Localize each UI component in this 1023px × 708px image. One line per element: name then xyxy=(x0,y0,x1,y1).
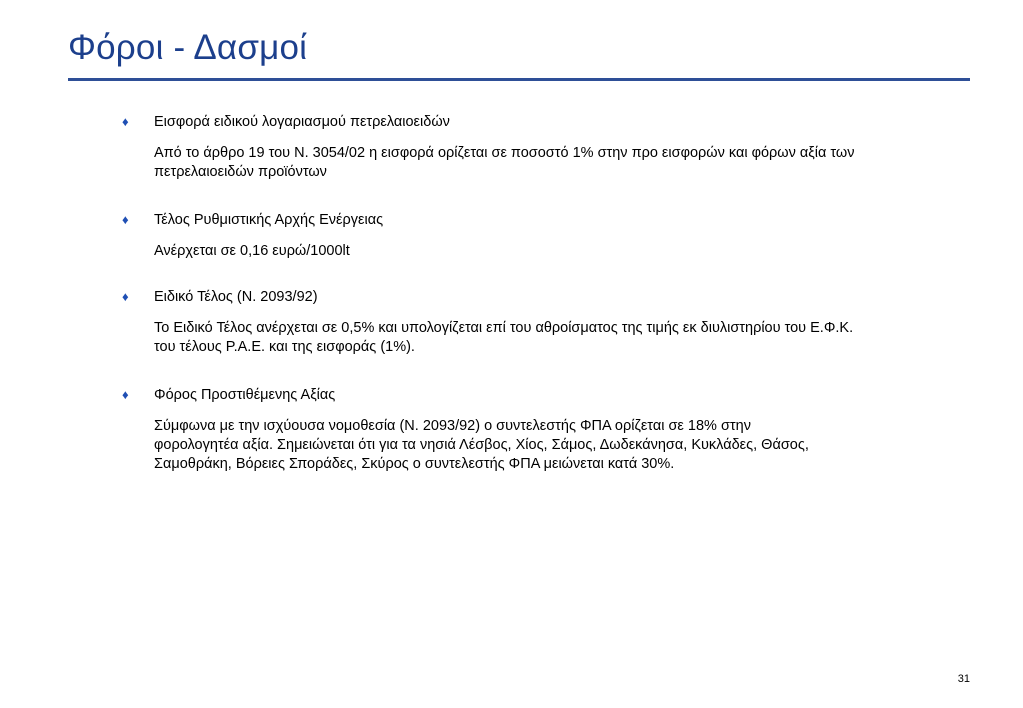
title-divider xyxy=(68,78,970,81)
item-description xyxy=(120,242,940,261)
diamond-icon: ♦ xyxy=(122,289,129,304)
item-heading: Ειδικό Τέλος (Ν. 2093/92) xyxy=(154,289,318,305)
item-description xyxy=(120,319,940,357)
description-line: φορολογητέα αξία. Σημειώνεται ότι για τα νησιά Λέσβος, Χίος, Σάμος, Δωδεκάνησα, Κυκλάδες, Θάσος, xyxy=(154,437,809,453)
description-line: Το Ειδικό Τέλος ανέρχεται σε 0,5% και υπολογίζεται επί του αθροίσματος της τιμής εκ διυλιστηρίου του Ε.Φ.Κ. xyxy=(154,320,854,336)
item-heading: Εισφορά ειδικού λογαριασμού πετρελαιοειδών xyxy=(154,114,450,130)
item-description xyxy=(120,417,940,474)
page-number: 31 xyxy=(957,673,970,685)
diamond-icon: ♦ xyxy=(122,212,129,227)
item-heading: Τέλος Ρυθμιστικής Αρχής Ενέργειας xyxy=(154,212,384,228)
diamond-icon: ♦ xyxy=(122,387,129,402)
description-line: πετρελαιοειδών προϊόντων xyxy=(154,164,327,180)
list-item xyxy=(120,287,940,357)
description-line: Σαμοθράκη, Βόρειες Σποράδες, Σκύρος ο συντελεστής ΦΠΑ μειώνεται κατά 30%. xyxy=(154,456,675,472)
list-item xyxy=(120,385,940,474)
description-line: Ανέρχεται σε 0,16 ευρώ/1000lt xyxy=(154,243,350,259)
diamond-icon: ♦ xyxy=(122,114,129,129)
bullet-list xyxy=(120,112,940,494)
page-title: Φόροι - Δασμοί xyxy=(68,28,308,67)
description-line: του τέλους Ρ.Α.Ε. και της εισφοράς (1%). xyxy=(154,339,415,355)
description-line: Σύμφωνα με την ισχύουσα νομοθεσία (Ν. 2093/92) ο συντελεστής ΦΠΑ ορίζεται σε 18% στην xyxy=(154,418,751,434)
item-description xyxy=(120,144,940,182)
list-item xyxy=(120,210,940,261)
list-item xyxy=(120,112,940,182)
item-heading: Φόρος Προστιθέμενης Αξίας xyxy=(154,387,336,403)
description-line: Από το άρθρο 19 του Ν. 3054/02 η εισφορά ορίζεται σε ποσοστό 1% στην προ εισφορών και φόρων αξία των xyxy=(154,145,855,161)
